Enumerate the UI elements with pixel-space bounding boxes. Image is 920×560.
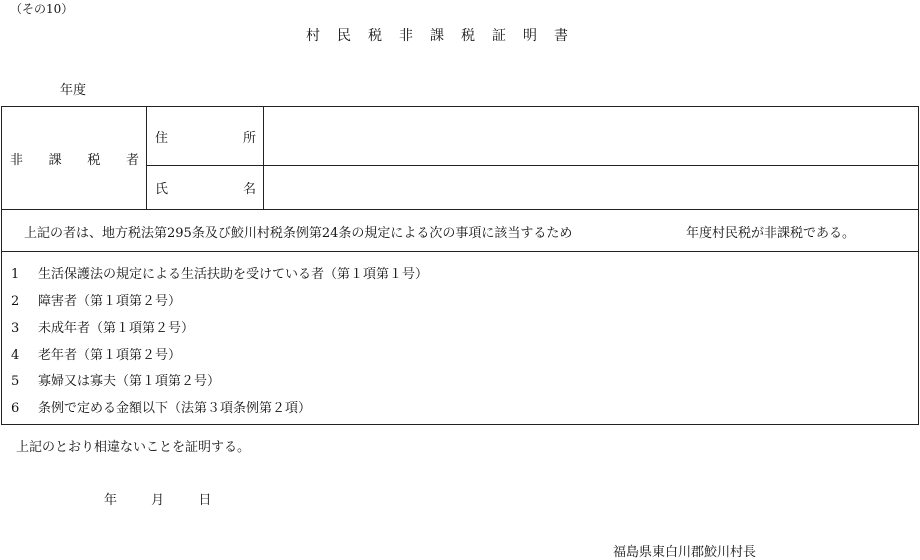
list-item: 3 未成年者（第１項第２号） xyxy=(11,321,195,336)
taxpayer-label-text xyxy=(10,149,139,168)
issue-date xyxy=(104,489,211,508)
name-char-1: 氏 xyxy=(155,182,169,197)
address-char-2: 所 xyxy=(242,131,256,146)
header-divider xyxy=(2,209,918,210)
form-number: （その10） xyxy=(10,2,74,16)
statement-suffix: 年度村民税が非課税である。 xyxy=(686,226,856,241)
list-item: 4 老年者（第１項第２号） xyxy=(11,348,182,363)
fiscal-year-label: 年度 xyxy=(60,83,87,98)
taxpayer-label xyxy=(10,149,139,168)
taxpayer-char-4: 者 xyxy=(125,153,139,168)
date-day: 日 xyxy=(198,493,212,508)
taxpayer-char-3: 税 xyxy=(87,153,101,168)
date-month: 月 xyxy=(151,493,165,508)
list-item: 5 寡婦又は寡夫（第１項第２号） xyxy=(11,374,221,389)
document-title: 村民税非課税証明書 xyxy=(306,28,585,44)
certification-text: 上記のとおり相違ないことを証明する。 xyxy=(16,440,251,455)
taxpayer-char-2: 課 xyxy=(48,153,62,168)
list-item: 6 条例で定める金額以下（法第３項条例第２項） xyxy=(11,401,312,416)
list-item: 1 生活保護法の規定による生活扶助を受けている者（第１項第１号） xyxy=(11,267,429,282)
name-label xyxy=(155,178,256,197)
statement-divider xyxy=(2,251,918,252)
taxpayer-char-1: 非 xyxy=(10,153,24,168)
taxpayer-divider xyxy=(146,107,147,209)
name-char-2: 名 xyxy=(242,182,256,197)
date-year: 年 xyxy=(104,493,118,508)
label-divider xyxy=(263,107,264,209)
address-name-divider xyxy=(146,165,918,166)
address-label xyxy=(155,127,256,146)
list-item: 2 障害者（第１項第２号） xyxy=(11,294,182,309)
statement-text: 上記の者は、地方税法第295条及び鮫川村税条例第24条の規定による次の事項に該当するため xyxy=(24,226,573,241)
address-char-1: 住 xyxy=(155,131,169,146)
signer-title: 福島県東白川郡鮫川村長 xyxy=(613,545,757,560)
